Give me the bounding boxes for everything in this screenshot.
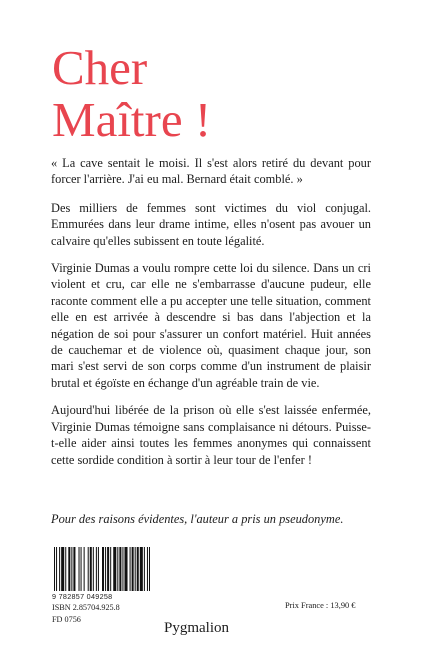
isbn-label: ISBN 2.85704.925.8 (52, 603, 120, 612)
blurb (51, 155, 371, 479)
blurb-paragraph-2: Virginie Dumas a voulu rompre cette loi du silence. Dans un cri violent et cru, car elle ne s'embarrasse d'aucune pudeur, elle raconte comment elle a pu accepter une telle situation, comment elle en est arrivée à descendre si bas dans l'abjection et la négation de soi pour s'assurer un confort matériel. Huit années de cauchemar et de violence où, quasiment chaque jour, son mari s'est servi de son corps comme d'un instrument de plaisir brutal et égoïste en échange d'un agréable train de vie. (51, 261, 371, 390)
title-line-2: Maître ! (52, 92, 212, 147)
publisher-name: Pygmalion (164, 620, 230, 636)
pseudonym-note: Pour des raisons évidentes, l'auteur a pris un pseudonyme. (51, 512, 344, 526)
price-label: Prix France : 13,90 € (285, 601, 356, 610)
fd-code: FD 0756 (52, 615, 81, 624)
blurb-quote: « La cave sentait le moisi. Il s'est alors retiré du devant pour forcer l'arrière. J'ai eu mal. Bernard était comblé. » (51, 156, 371, 187)
barcode-number: 9 782857 049258 (52, 592, 113, 601)
blurb-paragraph-1: Des milliers de femmes sont victimes du viol conjugal. Emmurées dans leur drame intime, elles n'osent pas avouer un calvaire qu'elles subissent en toute légalité. (51, 200, 371, 248)
blurb-paragraph-3: Aujourd'hui libérée de la prison où elle s'est laissée enfermée, Virginie Dumas témoigne sans complaisance ni détours. Puisse-t-elle aider ainsi toutes les femmes anonymes qui connaissent cette sordide condition à sortir à leur tour de l'enfer ! (51, 403, 371, 467)
barcode-image (52, 547, 152, 591)
title-line-1: Cher (52, 40, 148, 95)
book-title (52, 42, 211, 146)
barcode-block (52, 547, 152, 625)
